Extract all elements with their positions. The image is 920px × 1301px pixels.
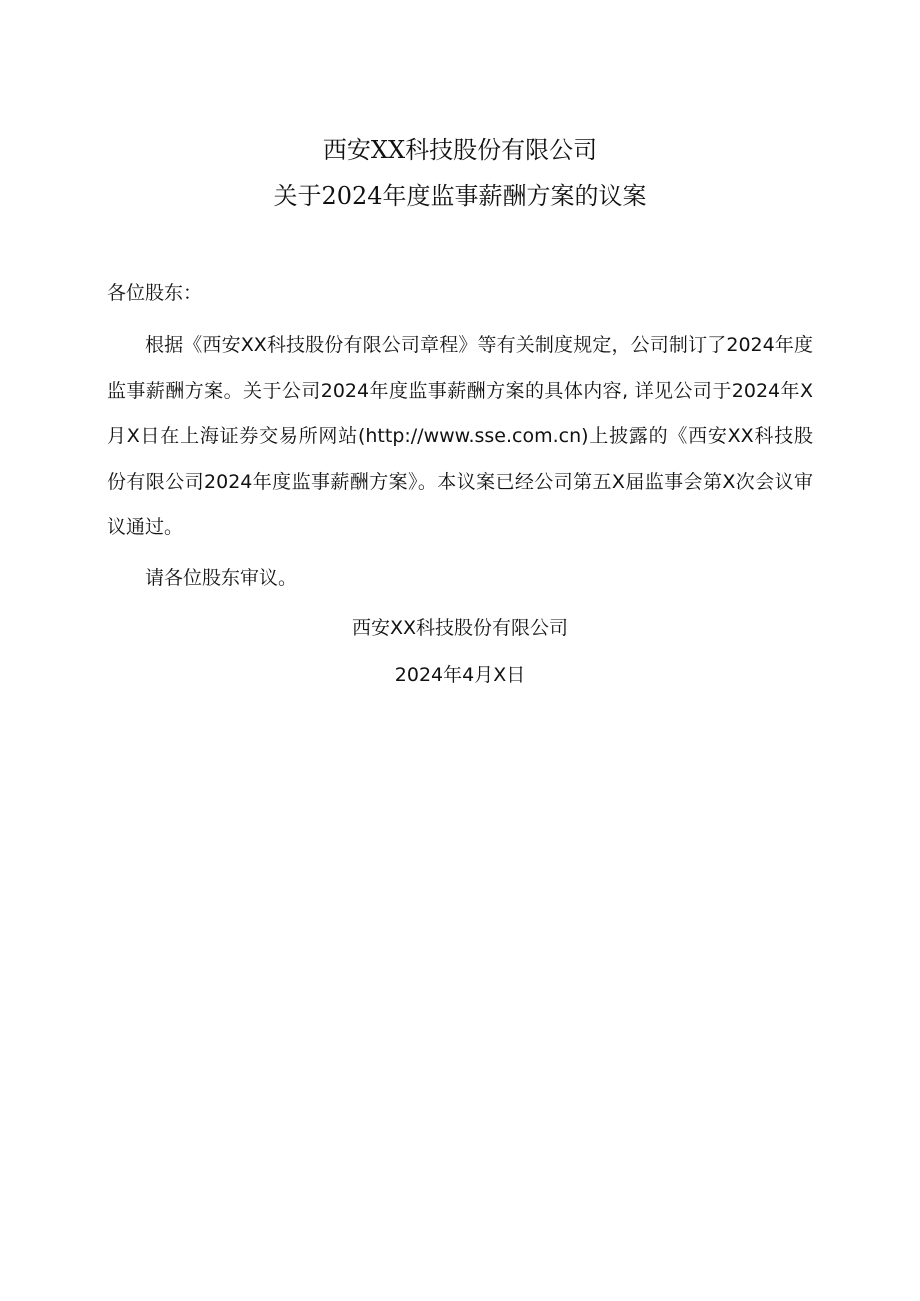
closing-request: 请各位股东审议。 (145, 567, 298, 589)
body-paragraph: 根据《西安XX科技股份有限公司章程》等有关制度规定，公司制订了2024年度监事薪酬方案。关于公司2024年度监事薪酬方案的具体内容, 详见公司于2024年X月X日在上海证券交易所网站(http://www.sse.com.cn)上披露的《西安XX科技股份有限公司2024年度监事薪酬方案》。本议案已经公司第五X届监事会第X次会议审议通过。 (107, 334, 813, 538)
document-title-company: 西安XX科技股份有限公司 (322, 136, 598, 164)
salutation: 各位股东： (107, 282, 203, 304)
signature-date: 2024年4月X日 (394, 664, 526, 686)
signature-company: 西安XX科技股份有限公司 (351, 617, 569, 639)
document-title-proposal: 关于2024年度监事薪酬方案的议案 (273, 182, 647, 210)
